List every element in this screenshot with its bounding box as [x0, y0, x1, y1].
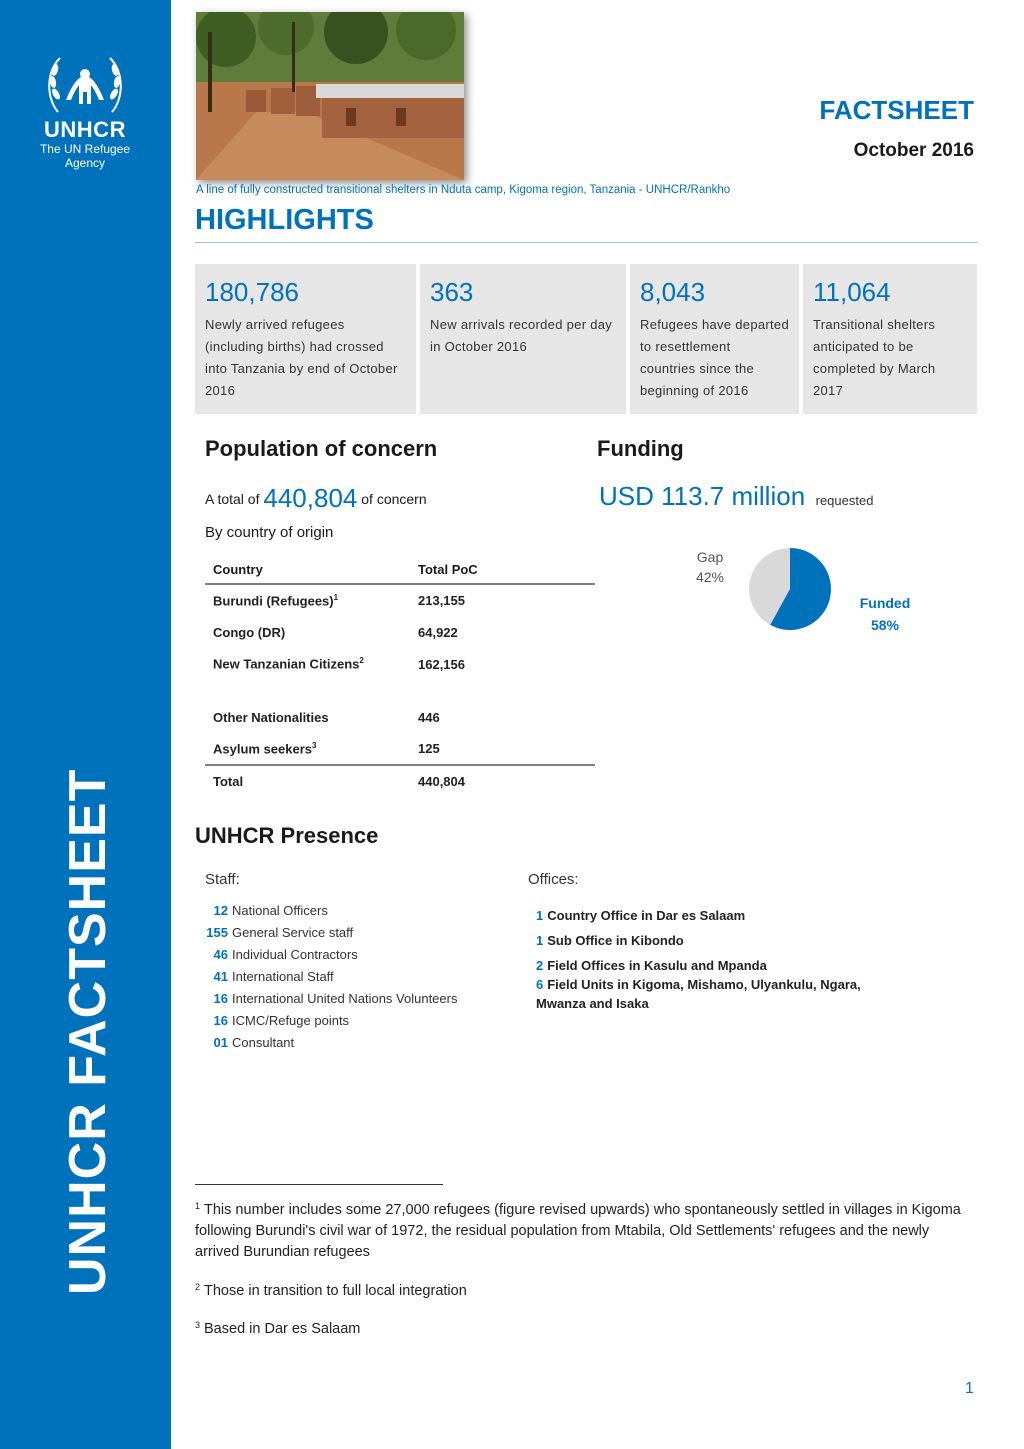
office-count: 1	[536, 908, 544, 923]
staff-label: ICMC/Refuge points	[232, 1013, 350, 1028]
office-label: Country Office in Dar es Salaam	[547, 908, 746, 923]
staff-list	[198, 900, 457, 1054]
total-value-cell: 440,804	[418, 774, 465, 789]
gap-label-text: Gap	[696, 549, 724, 565]
population-title: Population of concern	[205, 436, 438, 461]
factsheet-date: October 2016	[853, 140, 974, 161]
staff-label: General Service staff	[232, 925, 354, 940]
list-item	[198, 1010, 457, 1032]
factsheet-title: FACTSHEET	[819, 95, 974, 125]
staff-label: Individual Contractors	[232, 947, 358, 962]
total-value: 440,804	[263, 483, 358, 513]
presence-title: UNHCR Presence	[195, 823, 379, 848]
stat-value: 363	[430, 277, 474, 307]
sidebar	[0, 0, 171, 1449]
staff-label: National Officers	[232, 903, 328, 918]
funded-label	[855, 592, 915, 636]
footnote	[195, 1277, 977, 1302]
value-cell: 64,922	[418, 624, 458, 640]
staff-label: International United Nations Volunteers	[232, 991, 458, 1006]
staff-count: 01	[213, 1035, 228, 1050]
population-table	[205, 556, 595, 797]
country-cell: Congo (DR)	[213, 624, 286, 640]
value-cell: 213,155	[418, 593, 465, 608]
header-photo	[196, 12, 464, 180]
column-header-total: Total PoC	[410, 556, 595, 584]
highlights-stats	[195, 264, 977, 414]
list-item	[198, 1032, 457, 1054]
logo-name: UNHCR	[44, 117, 126, 142]
list-item	[198, 966, 457, 988]
list-item	[198, 988, 457, 1010]
footnote-text: This number includes some 27,000 refugees (figure revised upwards) who spontaneously settled in villages in Kigoma following Burundi's civil war of 1972, the residual population from Mtabila, Old Settlements' refugees and the newly arrived Burundian refugees	[195, 1202, 961, 1260]
funding-note: requested	[815, 493, 874, 508]
footnote-mark: 3	[195, 1320, 201, 1330]
country-cell: Burundi (Refugees)	[213, 593, 334, 609]
stat-value: 180,786	[205, 277, 299, 307]
table-row	[205, 584, 595, 616]
stat-description: New arrivals recorded per day in October 2016	[430, 317, 613, 354]
table-row	[205, 616, 595, 648]
list-item	[536, 956, 876, 975]
value-cell: 446	[418, 709, 440, 725]
footnote-mark: 2	[359, 656, 364, 666]
footnote-mark: 3	[312, 740, 317, 750]
stat-card	[630, 264, 799, 414]
unhcr-emblem-icon	[44, 50, 126, 116]
highlights-title: HIGHLIGHTS	[195, 204, 374, 236]
list-item	[536, 931, 876, 950]
column-header-country: Country	[205, 556, 410, 584]
country-cell: New Tanzanian Citizens	[213, 656, 360, 672]
table-spacer	[205, 680, 595, 701]
funding-amount: USD 113.7 million	[599, 481, 806, 511]
table-row	[205, 648, 595, 680]
staff-heading: Staff:	[205, 871, 240, 888]
staff-count: 16	[213, 1013, 228, 1028]
list-item	[536, 906, 876, 925]
funding-line	[599, 481, 873, 512]
funding-pie-chart	[748, 547, 832, 631]
footnote	[195, 1315, 977, 1340]
table-header-row	[205, 556, 595, 584]
staff-count: 16	[213, 991, 228, 1006]
footnote-mark: 1	[333, 592, 339, 602]
funded-percent: 58%	[870, 617, 900, 633]
list-item	[536, 975, 876, 1013]
population-total-line	[205, 483, 427, 514]
office-count: 2	[536, 958, 544, 973]
total-prefix: A total of	[205, 491, 260, 507]
list-item	[198, 922, 457, 944]
table-total-row	[205, 765, 595, 797]
footnote-text: Based in Dar es Salaam	[204, 1321, 361, 1337]
stat-card	[803, 264, 977, 414]
staff-label: Consultant	[232, 1035, 295, 1050]
stat-description: Newly arrived refugees (including births) had crossed into Tanzania by end of October 2016	[205, 317, 398, 398]
footnote-mark: 2	[195, 1282, 201, 1292]
stat-value: 11,064	[813, 277, 891, 307]
office-count: 6	[536, 977, 544, 992]
funding-title: Funding	[597, 436, 684, 461]
list-item	[198, 944, 457, 966]
by-origin-label: By country of origin	[205, 524, 334, 541]
office-label: Field Units in Kigoma, Mishamo, Ulyankulu, Ngara, Mwanza and Isaka	[536, 977, 861, 1011]
stat-card	[195, 264, 416, 414]
staff-label: International Staff	[232, 969, 334, 984]
staff-count: 46	[213, 947, 228, 962]
funded-label-text: Funded	[859, 595, 911, 611]
stat-card	[420, 264, 626, 414]
value-cell: 125	[410, 733, 595, 765]
footnote-divider	[195, 1184, 443, 1185]
country-cell: Asylum seekers	[213, 741, 313, 757]
stat-value: 8,043	[640, 277, 706, 307]
office-label: Sub Office in Kibondo	[547, 933, 684, 948]
value-cell: 162,156	[418, 656, 465, 672]
footnote	[195, 1196, 977, 1263]
unhcr-logo	[30, 50, 140, 170]
gap-label	[690, 547, 730, 587]
total-suffix: of concern	[361, 491, 427, 507]
offices-list	[536, 906, 876, 1019]
stat-description: Refugees have departed to resettlement countries since the beginning of 2016	[640, 317, 789, 398]
list-item	[198, 900, 457, 922]
page-number: 1	[965, 1380, 974, 1397]
sidebar-vertical-title: UNHCR FACTSHEET	[59, 768, 117, 1295]
office-label: Field Offices in Kasulu and Mpanda	[547, 958, 767, 973]
gap-percent: 42%	[695, 569, 725, 585]
highlights-divider	[195, 242, 978, 243]
staff-count: 155	[206, 925, 228, 940]
country-cell: Other Nationalities	[213, 709, 329, 725]
table-row	[205, 733, 595, 765]
table-row	[205, 701, 595, 733]
staff-count: 41	[213, 969, 228, 984]
offices-heading: Offices:	[528, 871, 579, 888]
footnote-text: Those in transition to full local integration	[204, 1283, 467, 1299]
photo-caption: A line of fully constructed transitional shelters in Nduta camp, Kigoma region, Tanzania - UNHCR/Rankho	[196, 184, 731, 196]
office-count: 1	[536, 933, 544, 948]
stat-description: Transitional shelters anticipated to be completed by March 2017	[813, 317, 936, 398]
staff-count: 12	[213, 903, 228, 918]
total-label: Total	[213, 774, 244, 789]
logo-tagline: The UN Refugee Agency	[39, 142, 131, 170]
footnote-mark: 1	[195, 1201, 201, 1211]
